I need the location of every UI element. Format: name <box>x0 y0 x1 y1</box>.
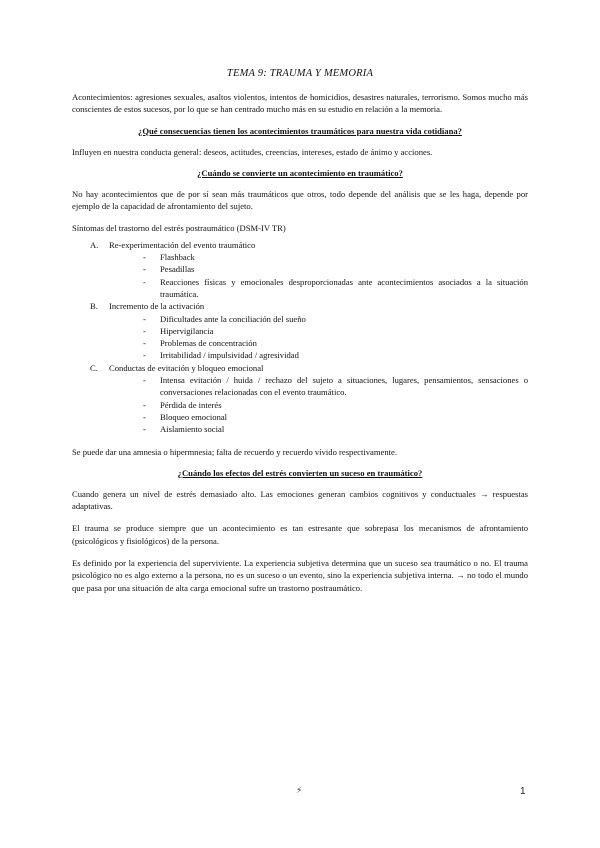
answer-5: Es definido por la experiencia del superviviente. La experiencia subjetiva determina que un suceso sea traumático o no. El trauma psicológico no es algo externo a la persona, no es un suceso o un evento, sino la experiencia subjetiva interna. → no todo el mundo que pasa por una situación de alta carga emocional sufre un trastorno postraumático. <box>72 558 528 593</box>
group-title: Incremento de la activación <box>109 301 205 312</box>
list-item: - Intensa evitación / huida / rechazo del sujeto a situaciones, lugares, pensamientos, sensaciones o conversaciones relacionadas con el evento traumático. <box>143 374 528 399</box>
question-2: ¿Cuándo se convierte un acontecimiento en traumático? <box>197 167 403 178</box>
list-item: - Aislamiento social <box>143 423 528 435</box>
list-item: - Bloqueo emocional <box>143 411 528 423</box>
list-item: - Dificultades ante la conciliación del sueño <box>143 313 528 325</box>
symptoms-list <box>72 239 528 436</box>
group-title: Conductas de evitación y bloqueo emocional <box>109 362 264 373</box>
answer-1: Influyen en nuestra conducta general: deseos, actitudes, creencias, intereses, estado de ánimo y acciones. <box>72 146 433 157</box>
amnesia-paragraph: Se puede dar una amnesia o hipermnesia; falta de recuerdo y recuerdo vívido respectivamente. <box>72 446 397 457</box>
symptom-group <box>72 300 528 361</box>
group-letter: A. <box>90 239 99 250</box>
group-title: Re-experimentación del evento traumático <box>109 239 256 250</box>
lightning-icon: ⚡ <box>296 786 303 796</box>
group-letter: C. <box>90 362 98 373</box>
answer-2: No hay acontecimientos que de por sí sean más traumáticos que otros, todo depende del análisis que se les haga, depende por ejemplo de la capacidad de afrontamiento del sujeto. <box>72 188 528 212</box>
list-item: - Pesadillas <box>143 263 528 275</box>
list-item: - Flashback <box>143 251 528 263</box>
symptoms-intro: Síntomas del trastorno del estrés postraumático (DSM-IV TR) <box>72 223 286 234</box>
document-page <box>72 68 528 594</box>
symptom-group <box>72 239 528 300</box>
question-1: ¿Qué consecuencias tienen los acontecimientos traumáticos para nuestra vida cotidiana? <box>138 125 462 136</box>
symptom-group <box>72 362 528 436</box>
answer-4: El trauma se produce siempre que un acontecimiento es tan estresante que sobrepasa los mecanismos de afrontamiento (psicológicos y fisiológicos) de la persona. <box>72 523 528 546</box>
question-3: ¿Cuándo los efectos del estrés convierten un suceso en traumático? <box>177 467 423 478</box>
group-letter: B. <box>90 301 98 312</box>
list-item: - Hipervigilancia <box>143 325 528 337</box>
list-item: - Reacciones físicas y emocionales desproporcionadas ante acontecimientos asociados a la situación traumática. <box>143 276 528 301</box>
page-number: 1 <box>520 786 526 797</box>
list-item: - Problemas de concentración <box>143 337 528 349</box>
intro-paragraph: Acontecimientos: agresiones sexuales, asaltos violentos, intentos de homicidios, desastres naturales, terrorismo. Somos mucho más conscientes de estos sucesos, por lo que se han centrado mucho más en su estudio en relación a la memoria. <box>72 92 528 115</box>
list-item: - Pérdida de interés <box>143 399 528 411</box>
list-item: - Irritabilidad / impulsividad / agresividad <box>143 349 528 361</box>
page-title: TEMA 9: TRAUMA Y MEMORIA <box>226 68 374 79</box>
answer-3: Cuando genera un nivel de estrés demasiado alto. Las emociones generan cambios cognitivos y conductuales → respuestas adaptativas. <box>72 488 528 512</box>
